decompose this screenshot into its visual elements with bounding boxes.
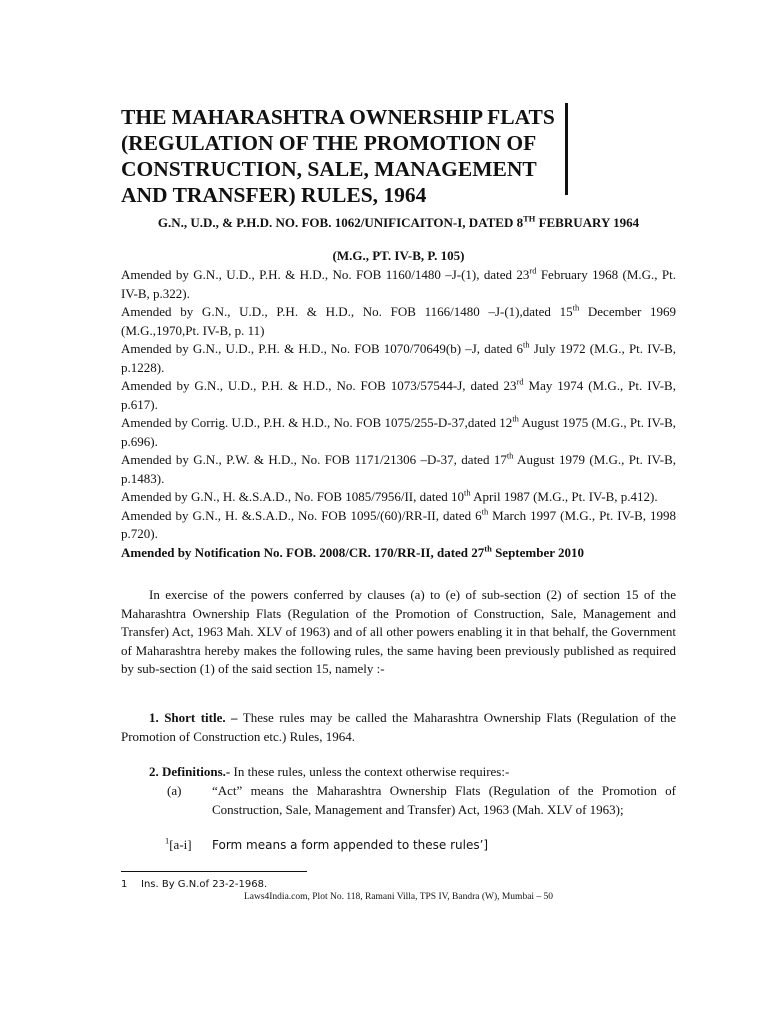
amendment-text: Amended by G.N., U.D., P.H. & H.D., No. FOB 1073/57544-J, dated 23 bbox=[121, 378, 517, 393]
amendment-text: Amended by G.N., U.D., P.H. & H.D., No. FOB 1070/70649(b) –J, dated 6 bbox=[121, 341, 524, 356]
amendment-text-end: February 1968 (M.G., Pt. IV-B, p.322). bbox=[121, 267, 676, 301]
gn-line-text: G.N., U.D., & P.H.D. NO. FOB. 1062/UNIFICAITON-I, DATED 8 bbox=[157, 215, 524, 230]
rule-text: These rules may be called the Maharashtra Ownership Flats (Regulation of the Promotion of Construction etc.) Rules, 1964. bbox=[121, 710, 676, 744]
clause-marker: [a-i] bbox=[169, 837, 192, 852]
amendment-item bbox=[121, 266, 676, 303]
clause-text: Form means a form appended to these rules’] bbox=[212, 838, 489, 852]
notification-superscript: th bbox=[484, 543, 492, 554]
title-vertical-rule bbox=[565, 103, 568, 195]
footnote bbox=[121, 878, 267, 891]
page-footer: Laws4India.com, Plot No. 118, Ramani Villa, TPS IV, Bandra (W), Mumbai – 50 bbox=[243, 892, 554, 902]
amendment-item bbox=[121, 303, 676, 340]
amendment-item bbox=[121, 414, 676, 451]
amendment-superscript: th bbox=[506, 450, 514, 461]
amendment-superscript: th bbox=[572, 302, 580, 313]
amendment-text: Amended by G.N., U.D., P.H. & H.D., No. FOB 1160/1480 –J-(1), dated 23 bbox=[121, 267, 530, 282]
amendment-text-end: April 1987 (M.G., Pt. IV-B, p.412). bbox=[470, 489, 658, 504]
gazette-notification-heading bbox=[121, 214, 676, 231]
amendment-superscript: rd bbox=[516, 376, 524, 387]
amendment-text-end: August 1979 (M.G., Pt. IV-B, p.1483). bbox=[121, 452, 676, 486]
amendment-superscript: th bbox=[464, 487, 471, 498]
amendment-superscript: th bbox=[481, 506, 489, 517]
rule-short-title bbox=[121, 709, 676, 746]
amendment-item bbox=[121, 377, 676, 414]
amendment-text: Amended by G.N., H. &.S.A.D., No. FOB 1085/7956/II, dated 10 bbox=[121, 489, 465, 504]
amendment-list bbox=[121, 266, 676, 562]
footnote-number: 1 bbox=[121, 879, 128, 890]
amendment-text-end: July 1972 (M.G., Pt. IV-B, p.1228). bbox=[121, 341, 676, 375]
notification-amendment bbox=[121, 544, 676, 563]
notification-text-end: September 2010 bbox=[491, 544, 585, 560]
amendment-item bbox=[121, 451, 676, 488]
rule-text: In these rules, unless the context otherwise requires:- bbox=[230, 764, 510, 779]
rule-heading: 1. Short title. – bbox=[149, 710, 238, 725]
gazette-reference-heading: (M.G., PT. IV-B, P. 105) bbox=[332, 248, 465, 263]
amendment-text-end: December 1969 (M.G.,1970,Pt. IV-B, p. 11) bbox=[121, 304, 676, 338]
amendment-text-end: August 1975 (M.G., Pt. IV-B, p.696). bbox=[121, 415, 676, 449]
preamble-paragraph: In exercise of the powers conferred by clauses (a) to (e) of sub-section (2) of section 15 of the Maharashtra Ownership Flats (Regulation of the Promotion of Construction, Sale, Management and Transfer) Act, 1963 Mah. XLV of 1963) and of all other powers enabling it in that behalf, the Government of Maharashtra hereby makes the following rules, the same having been previously published as required by sub-section (1) of the said section 15, namely :- bbox=[121, 587, 676, 676]
footnote-separator bbox=[121, 871, 307, 872]
gn-line-superscript: TH bbox=[523, 213, 536, 224]
amendment-item bbox=[121, 507, 676, 544]
page-title: THE MAHARASHTRA OWNERSHIP FLATS (REGULATION OF THE PROMOTION OF CONSTRUCTION, SALE, MANAGEMENT AND TRANSFER) RULES, 1964 bbox=[121, 105, 555, 207]
footnote-reference: 1 bbox=[165, 835, 170, 846]
amendment-text-end: May 1974 (M.G., Pt. IV-B, p.617). bbox=[121, 378, 676, 412]
clause-marker-group bbox=[165, 836, 192, 855]
footnote-text: Ins. By G.N.of 23-2-1968. bbox=[141, 879, 268, 890]
gn-line-text-end: FEBRUARY 1964 bbox=[535, 215, 640, 230]
clause-marker: (a) bbox=[167, 783, 182, 798]
amendment-text: Amended by G.N., H. &.S.A.D., No. FOB 1095/(60)/RR-II, dated 6 bbox=[121, 507, 482, 523]
amendment-superscript: th bbox=[523, 339, 530, 350]
amendment-text: Amended by Corrig. U.D., P.H. & H.D., No. FOB 1075/255-D-37,dated 12 bbox=[121, 415, 513, 430]
amendment-text: Amended by G.N., P.W. & H.D., No. FOB 1171/21306 –D-37, dated 17 bbox=[121, 452, 507, 467]
amendment-superscript: th bbox=[512, 413, 519, 424]
amendment-item bbox=[121, 488, 676, 507]
clause-text: “Act” means the Maharashtra Ownership Flats (Regulation of the Promotion of Construction, Sale, Management and Transfer) Act, 1963 (Mah. XLV of 1963); bbox=[212, 783, 676, 817]
rule-heading: 2. Definitions.- bbox=[149, 764, 231, 779]
amendment-item bbox=[121, 340, 676, 377]
amendment-superscript: rd bbox=[529, 265, 537, 276]
notification-text: Amended by Notification No. FOB. 2008/CR. 170/RR-II, dated 27 bbox=[121, 544, 485, 560]
amendment-text-end: March 1997 (M.G., Pt. IV-B, 1998 p.720). bbox=[121, 507, 676, 541]
amendment-text: Amended by G.N., U.D., P.H. & H.D., No. FOB 1166/1480 –J-(1),dated 15 bbox=[121, 304, 573, 319]
rule-definitions bbox=[121, 763, 676, 782]
